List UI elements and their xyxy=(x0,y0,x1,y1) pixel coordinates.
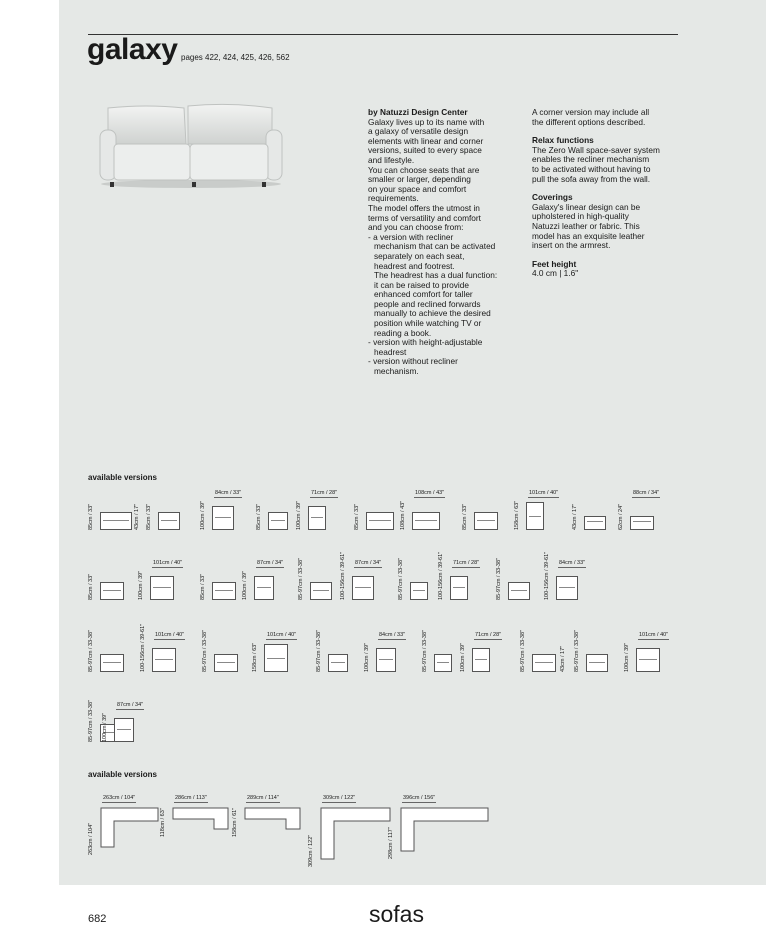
depth-label: 85cm / 33" xyxy=(354,503,360,530)
text-line: upholstered in high-quality xyxy=(532,211,629,222)
depth-label: 118cm / 63" xyxy=(160,808,166,837)
text-line: The headrest has a dual function: xyxy=(374,270,498,281)
corner-plan-drawing xyxy=(320,807,394,863)
depth-label: 85-97cm / 33-38" xyxy=(88,629,94,672)
depth-label: 309cm / 122" xyxy=(308,834,314,867)
width-label: 84cm / 33" xyxy=(215,490,242,496)
module-drawing xyxy=(526,502,544,530)
text-line: insert on the armrest. xyxy=(532,240,611,251)
depth-label: 158cm / 61" xyxy=(232,807,238,837)
module-drawing xyxy=(308,506,326,530)
width-label: 309cm / 122" xyxy=(323,795,356,801)
coverings-text xyxy=(532,203,682,251)
module-drawing xyxy=(152,648,176,672)
text-line: - a version with recliner xyxy=(368,231,454,242)
text-line: smaller or larger, depending xyxy=(368,174,471,185)
width-label: 101cm / 40" xyxy=(529,490,559,496)
depth-label: 85-97cm / 33-38" xyxy=(88,699,94,742)
description-body xyxy=(368,118,518,377)
text-line: The Zero Wall space-saver system xyxy=(532,144,660,155)
depth-label: 100cm / 39" xyxy=(296,500,302,530)
depth-label: 85-97cm / 33-38" xyxy=(574,629,580,672)
width-label: 71cm / 28" xyxy=(475,632,502,638)
text-line: headrest and footrest. xyxy=(374,260,455,271)
depth-label: 43cm / 17" xyxy=(560,645,566,672)
width-label: 71cm / 28" xyxy=(453,560,480,566)
text-line: - version with height-adjustable xyxy=(368,337,483,348)
depth-label: 100cm / 39" xyxy=(138,570,144,600)
depth-label: 100cm / 39" xyxy=(364,642,370,672)
module-drawing xyxy=(310,582,332,600)
module-drawing xyxy=(586,654,608,672)
width-label: 87cm / 34" xyxy=(117,702,144,708)
width-label: 263cm / 104" xyxy=(103,795,136,801)
text-line: pull the sofa away from the wall. xyxy=(532,173,651,184)
relax-heading: Relax functions xyxy=(532,135,594,146)
depth-label: 62cm / 24" xyxy=(618,503,624,530)
module-drawing xyxy=(636,648,660,672)
width-label: 286cm / 113" xyxy=(175,795,207,801)
feet-value: 4.0 cm | 1.6" xyxy=(532,268,579,279)
module-drawing xyxy=(410,582,428,600)
depth-label: 100cm / 39" xyxy=(200,500,206,530)
corner-plan-drawing xyxy=(400,807,492,855)
coverings-heading: Coverings xyxy=(532,192,573,203)
depth-label: 85-97cm / 33-38" xyxy=(298,557,304,600)
available-corner-versions-label: available versions xyxy=(88,770,157,779)
text-line: - version without recliner xyxy=(368,356,458,367)
width-label: 101cm / 40" xyxy=(153,560,183,566)
text-line: mechanism. xyxy=(374,366,419,377)
module-drawing xyxy=(158,512,180,530)
depth-label: 85cm / 33" xyxy=(462,503,468,530)
width-label: 101cm / 40" xyxy=(639,632,669,638)
module-drawing xyxy=(412,512,440,530)
depth-label: 85-97cm / 33-38" xyxy=(398,557,404,600)
text-line: reading a book. xyxy=(374,327,432,338)
module-drawing xyxy=(508,582,530,600)
page-references: pages 422, 424, 425, 426, 562 xyxy=(181,53,290,62)
product-title: galaxy xyxy=(87,33,178,66)
depth-label: 85cm / 33" xyxy=(146,503,152,530)
depth-label: 85-97cm / 33-38" xyxy=(422,629,428,672)
depth-label: 43cm / 17" xyxy=(572,503,578,530)
text-line: and lifestyle. xyxy=(368,154,415,165)
text-line: model has an exquisite leather xyxy=(532,230,645,241)
module-drawing xyxy=(434,654,452,672)
module-drawing xyxy=(450,576,468,600)
text-line: manually to achieve the desired xyxy=(374,308,491,319)
depth-label: 100cm / 39" xyxy=(460,642,466,672)
relax-text xyxy=(532,146,682,184)
description-column-2 xyxy=(532,108,682,279)
text-line: A corner version may include all xyxy=(532,107,650,117)
module-drawing xyxy=(254,576,274,600)
text-line: The model offers the utmost in xyxy=(368,202,480,213)
width-label: 84cm / 33" xyxy=(379,632,406,638)
description-column-1 xyxy=(368,108,518,377)
depth-label: 263cm / 104" xyxy=(88,822,94,855)
module-drawing xyxy=(150,576,174,600)
module-drawing xyxy=(366,512,394,530)
text-line: people and reclined forwards xyxy=(374,298,481,309)
depth-label: 108cm / 43" xyxy=(400,500,406,530)
module-drawing xyxy=(328,654,348,672)
corner-plan-drawing xyxy=(172,807,232,833)
text-line: Natuzzi leather or fabric. This xyxy=(532,220,640,231)
text-line: mechanism that can be activated xyxy=(374,241,496,252)
text-line: enhanced comfort for taller xyxy=(374,289,473,300)
text-line: on your space and comfort xyxy=(368,183,467,194)
category-label: sofas xyxy=(369,901,424,927)
module-drawing xyxy=(472,648,490,672)
width-label: 84cm / 33" xyxy=(559,560,586,566)
module-drawing xyxy=(352,576,374,600)
depth-label: 85-97cm / 33-38" xyxy=(202,629,208,672)
depth-label: 85cm / 33" xyxy=(88,503,94,530)
text-line: Galaxy's linear design can be xyxy=(532,201,641,212)
module-drawing xyxy=(212,582,236,600)
text-line: versions, suited to every space xyxy=(368,145,482,156)
module-drawing xyxy=(114,718,134,742)
depth-label: 158cm / 63" xyxy=(514,500,520,530)
depth-label: 100cm / 39" xyxy=(242,570,248,600)
text-line: to be activated without having to xyxy=(532,163,651,174)
module-drawing xyxy=(264,644,288,672)
width-label: 101cm / 40" xyxy=(267,632,297,638)
width-label: 108cm / 43" xyxy=(415,490,445,496)
module-drawing xyxy=(100,654,124,672)
depth-label: 100-156cm / 39-61" xyxy=(438,551,444,600)
depth-label: 100-156cm / 39-61" xyxy=(340,551,346,600)
depth-label: 85-97cm / 33-38" xyxy=(520,629,526,672)
text-line: separately on each seat, xyxy=(374,250,465,261)
module-drawing xyxy=(532,654,556,672)
width-label: 101cm / 40" xyxy=(155,632,185,638)
available-versions-label: available versions xyxy=(88,473,157,482)
depth-label: 85cm / 33" xyxy=(200,573,206,600)
corner-intro xyxy=(532,108,682,127)
depth-label: 85-97cm / 33-38" xyxy=(496,557,502,600)
module-drawing xyxy=(630,516,654,530)
width-label: 71cm / 28" xyxy=(311,490,338,496)
text-line: position while watching TV or xyxy=(374,318,482,329)
width-label: 87cm / 34" xyxy=(355,560,382,566)
corner-plan-drawing xyxy=(100,807,162,851)
module-drawing xyxy=(100,582,124,600)
depth-label: 100cm / 39" xyxy=(102,712,108,742)
width-label: 88cm / 34" xyxy=(633,490,660,496)
text-line: You can choose seats that are xyxy=(368,164,480,175)
depth-label: 85cm / 33" xyxy=(256,503,262,530)
depth-label: 298cm / 117" xyxy=(388,827,394,859)
module-drawing xyxy=(474,512,498,530)
width-label: 87cm / 34" xyxy=(257,560,284,566)
module-drawing xyxy=(268,512,288,530)
depth-label: 85-97cm / 33-38" xyxy=(316,629,322,672)
text-line: headrest xyxy=(374,346,407,357)
depth-label: 43cm / 17" xyxy=(134,503,140,530)
depth-label: 85cm / 33" xyxy=(88,573,94,600)
width-label: 289cm / 114" xyxy=(247,795,279,801)
text-line: it can be raised to provide xyxy=(374,279,470,290)
text-line: enables the recliner mechanism xyxy=(532,154,650,165)
module-drawing xyxy=(376,648,396,672)
sofa-photo xyxy=(96,100,286,192)
module-drawing xyxy=(556,576,578,600)
page-number: 682 xyxy=(88,913,107,925)
module-drawing xyxy=(212,506,234,530)
module-drawing xyxy=(584,516,606,530)
module-drawing xyxy=(214,654,238,672)
module-drawing xyxy=(100,512,132,530)
text-line: a galaxy of versatile design xyxy=(368,126,469,137)
depth-label: 100-156cm / 39-61" xyxy=(544,551,550,600)
text-line: requirements. xyxy=(368,193,419,204)
depth-label: 100cm / 39" xyxy=(624,642,630,672)
text-line: Galaxy lives up to its name with xyxy=(368,116,485,127)
corner-plan-drawing xyxy=(244,807,304,833)
depth-label: 158cm / 63" xyxy=(252,642,258,672)
width-label: 396cm / 156" xyxy=(403,795,436,801)
text-line: and you can choose from: xyxy=(368,222,464,233)
feet-heading: Feet height xyxy=(532,258,577,269)
depth-label: 100-156cm / 39-61" xyxy=(140,623,146,672)
text-line: the different options described. xyxy=(532,116,646,127)
text-line: elements with linear and corner xyxy=(368,135,484,146)
text-line: terms of versatility and comfort xyxy=(368,212,481,223)
designer-credit: by Natuzzi Design Center xyxy=(368,107,468,117)
